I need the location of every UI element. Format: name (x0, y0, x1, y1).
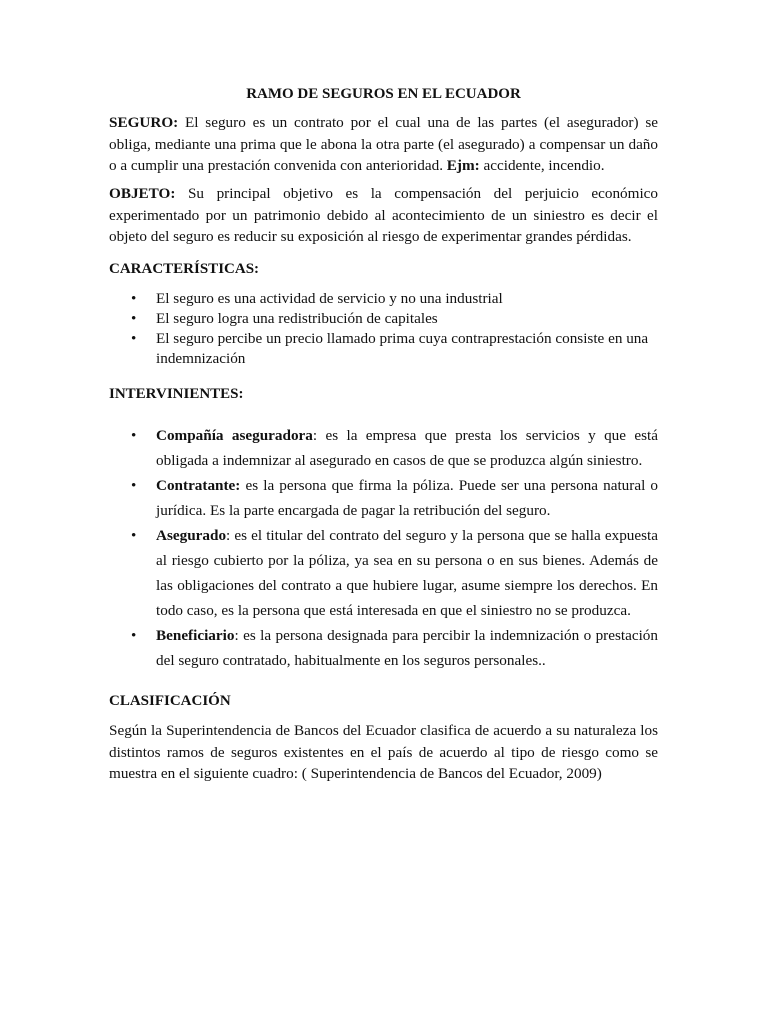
objeto-paragraph (109, 183, 658, 248)
bullet-icon: • (131, 310, 137, 327)
objeto-section (109, 183, 658, 248)
seguro-example-label: Ejm: (446, 157, 480, 174)
caracteristicas-heading: CARACTERÍSTICAS: (109, 261, 260, 277)
document-title: RAMO DE SEGUROS EN EL ECUADOR (246, 86, 521, 102)
intervinientes-heading: INTERVINIENTES: (109, 386, 244, 402)
objeto-text: Su principal objetivo es la compensación del perjuicio económico experimentado por un patrimonio debido al acontecimiento de un siniestro es decir el objeto del seguro es reducir su exposición al riesgo de experimentar grandes pérdidas. (109, 185, 658, 245)
list-item-term: Compañía aseguradora (156, 427, 313, 444)
objeto-label: OBJETO: (109, 185, 176, 202)
list-item-text: es la persona designada para percibir la indemnización o prestación del seguro contratado, habitualmente en los seguros personales.. (156, 627, 658, 669)
list-item (109, 309, 658, 329)
list-item-term: Beneficiario (156, 627, 235, 644)
clasificacion-heading: CLASIFICACIÓN (109, 693, 231, 709)
list-item-text: es el titular del contrato del seguro y la persona que se halla expuesta al riesgo cubierto por la póliza, ya sea en su persona o en sus bienes. Además de las obligaciones del contrato a que hubiere lugar, asume siempre los derechos. En todo caso, es la persona que está interesada en que el siniestro no se produzca. (156, 527, 658, 619)
caracteristicas-list-wrap (109, 289, 658, 369)
list-item-text: es la empresa que presta los servicios y que está obligada a indemnizar al asegurado en casos de que se produzca algún siniestro. (156, 427, 658, 469)
list-item (109, 423, 658, 473)
list-item-text: El seguro percibe un precio llamado prima cuya contraprestación consiste en una indemnización (156, 330, 649, 367)
list-item-term: Contratante: (156, 477, 241, 494)
list-item-text: El seguro es una actividad de servicio y no una industrial (156, 290, 503, 307)
seguro-example-text: accidente, incendio. (479, 157, 605, 174)
seguro-paragraph (109, 112, 658, 177)
bullet-icon: • (131, 427, 137, 444)
list-item (109, 289, 658, 309)
clasificacion-section (109, 691, 658, 711)
bullet-icon: • (131, 330, 137, 347)
list-item-term: Asegurado (156, 527, 227, 544)
clasificacion-paragraph: Según la Superintendencia de Bancos del Ecuador clasifica de acuerdo a su naturaleza los distintos ramos de seguros existentes en el país de acuerdo al tipo de riesgo como se muestra en el siguiente cuadro: ( Superintendencia de Bancos del Ecuador, 2009) (109, 722, 658, 782)
list-item (109, 473, 658, 523)
intervinientes-section (109, 384, 658, 404)
list-item (109, 329, 658, 369)
intervinientes-list-wrap (109, 423, 658, 673)
caracteristicas-section (109, 259, 658, 279)
list-item (109, 623, 658, 673)
clasificacion-body (109, 720, 658, 785)
list-item-sep: : (234, 627, 239, 644)
caracteristicas-list (109, 289, 658, 369)
bullet-icon: • (131, 290, 137, 307)
list-item-sep: : (312, 427, 318, 444)
bullet-icon: • (131, 477, 137, 494)
list-item-text: es la persona que firma la póliza. Puede ser una persona natural o jurídica. Es la parte encargada de pagar la retribución del seguro. (156, 477, 658, 519)
seguro-label: SEGURO: (109, 114, 179, 131)
seguro-section (109, 112, 658, 177)
list-item (109, 523, 658, 623)
list-item-sep: : (226, 527, 231, 544)
list-item-text: El seguro logra una redistribución de capitales (156, 310, 438, 327)
seguro-text: El seguro es un contrato por el cual una de las partes (el asegurador) se obliga, mediante una prima que le abona la otra parte (el asegurado) a compensar un daño o a cumplir una prestación convenida con anterioridad. (109, 114, 658, 174)
bullet-icon: • (131, 627, 137, 644)
intervinientes-list (109, 423, 658, 673)
bullet-icon: • (131, 527, 137, 544)
